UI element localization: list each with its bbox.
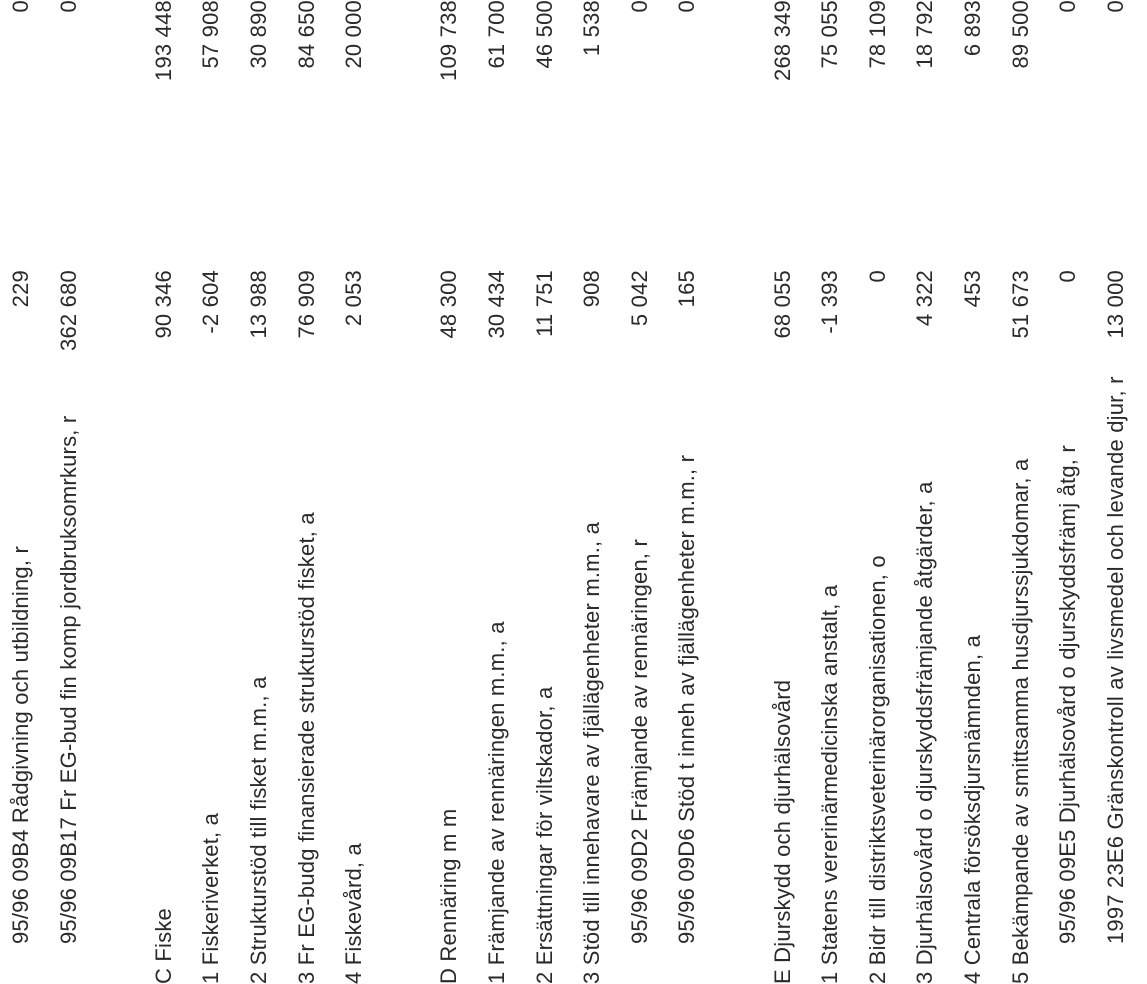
row-label: 2 Strukturstöd till fisket m.m., a — [246, 676, 271, 984]
table-row — [1098, 0, 1134, 984]
row-value-2: 30 890 — [246, 0, 271, 69]
table-row — [289, 0, 325, 984]
row-value-2: 18 792 — [912, 0, 938, 69]
row-value-1: 165 — [674, 270, 700, 308]
row-label: D Rennäring m m — [436, 808, 462, 984]
row-value-1: 362 680 — [55, 270, 81, 351]
table-row — [527, 0, 563, 984]
row-label: 95/96 09D2 Främjande av rennäringen, r — [626, 538, 652, 944]
table-row — [1050, 0, 1086, 984]
table-row — [384, 0, 420, 984]
row-value-1: 5 042 — [626, 270, 652, 327]
row-label: 4 Fiskevård, a — [341, 843, 367, 984]
row-value-1: 908 — [579, 270, 605, 308]
row-label: 95/96 09D6 Stöd t inneh av fjällägenheter m.m., r — [674, 454, 700, 944]
row-value-2: 57 908 — [198, 0, 224, 69]
row-value-2: 193 448 — [150, 0, 176, 81]
row-value-2: 46 500 — [531, 0, 557, 69]
table-row — [146, 0, 182, 984]
row-value-1: 4 322 — [912, 270, 938, 327]
row-value-1: 13 000 — [1102, 270, 1128, 339]
table-row — [336, 0, 372, 984]
row-value-2: 0 — [674, 0, 700, 13]
row-label: E Djurskydd och djurhälsovård — [769, 679, 795, 984]
row-value-1: 0 — [864, 270, 890, 283]
row-value-1: 229 — [8, 270, 33, 308]
row-value-2: 1 538 — [579, 0, 605, 57]
row-value-2: 6 893 — [960, 0, 985, 57]
row-value-1: 90 346 — [150, 270, 176, 339]
row-value-2: 0 — [626, 0, 652, 13]
row-value-1: 76 909 — [293, 270, 319, 339]
row-value-1: 51 673 — [1007, 270, 1033, 339]
row-value-2: 78 109 — [864, 0, 890, 69]
row-value-2: 0 — [55, 0, 81, 13]
row-label: 1 Statens vererinärmedicinska anstalt, a — [817, 584, 843, 984]
table-row — [51, 0, 87, 984]
row-label: 2 Bidr till distriktsveterinärorganisationen, o — [864, 555, 890, 984]
table-row — [98, 0, 134, 984]
row-label: 2 Ersättningar för viltskador, a — [531, 686, 557, 984]
row-value-2: 268 349 — [769, 0, 795, 81]
row-value-2: 84 650 — [293, 0, 319, 69]
row-value-1: -1 393 — [817, 270, 843, 334]
table-row — [193, 0, 229, 984]
table-row — [574, 0, 610, 984]
table-row — [622, 0, 658, 984]
row-value-1: 30 434 — [484, 270, 509, 339]
row-value-1: 13 988 — [246, 270, 271, 339]
row-label: 3 Fr EG-budg finansierade strukturstöd fisket, a — [293, 512, 319, 984]
row-value-1: 68 055 — [769, 270, 795, 339]
row-label: 1 Främjande av rennäringen m.m., a — [484, 621, 509, 984]
row-value-2: 20 000 — [341, 0, 367, 69]
row-label: 95/96 09B17 Fr EG-bud fin komp jordbruksomrkurs, r — [55, 415, 81, 944]
row-value-1: 2 053 — [341, 270, 367, 327]
table-row — [431, 0, 467, 984]
row-label: 5 Bekämpande av smittsamma husdjurssjukdomar, a — [1007, 458, 1033, 984]
row-label: 4 Centrala försöksdjursnämnden, a — [960, 634, 985, 984]
table-row — [765, 0, 801, 984]
table-row — [479, 0, 515, 984]
row-value-2: 75 055 — [817, 0, 843, 69]
row-label: 1 Fiskeriverket, a — [198, 812, 224, 984]
row-value-1: 48 300 — [436, 270, 462, 339]
table-row — [907, 0, 943, 984]
row-value-2: 0 — [8, 0, 33, 13]
row-value-1: 11 751 — [531, 270, 557, 337]
row-value-1: -2 604 — [198, 270, 224, 334]
row-value-2: 61 700 — [484, 0, 509, 69]
row-value-2: 109 738 — [436, 0, 462, 81]
row-label: 1997 23E6 Gränskontroll av livsmedel och levande djur, r — [1102, 376, 1128, 944]
row-value-1: 0 — [1055, 270, 1081, 283]
table-row — [717, 0, 753, 984]
table-row — [669, 0, 705, 984]
row-label: C Fiske — [150, 908, 176, 984]
table-row — [3, 0, 39, 984]
row-value-1: 453 — [960, 270, 985, 308]
row-value-2: 89 500 — [1007, 0, 1033, 69]
row-label: 95/96 09B4 Rådgivning och utbildning, r — [8, 546, 33, 944]
table-row — [1003, 0, 1039, 984]
row-label: 3 Stöd till innehavare av fjällägenheter m.m., a — [579, 521, 605, 984]
table-row — [860, 0, 896, 984]
row-label: 95/96 09E5 Djurhälsovård o djurskyddsfrämj åtg, r — [1055, 445, 1081, 944]
table-row — [812, 0, 848, 984]
table-row — [955, 0, 991, 984]
table-row — [241, 0, 277, 984]
row-value-2: 0 — [1055, 0, 1081, 13]
row-value-2: 0 — [1102, 0, 1128, 13]
row-label: 3 Djurhälsovård o djurskyddsfrämjande åtgärder, a — [912, 481, 938, 984]
